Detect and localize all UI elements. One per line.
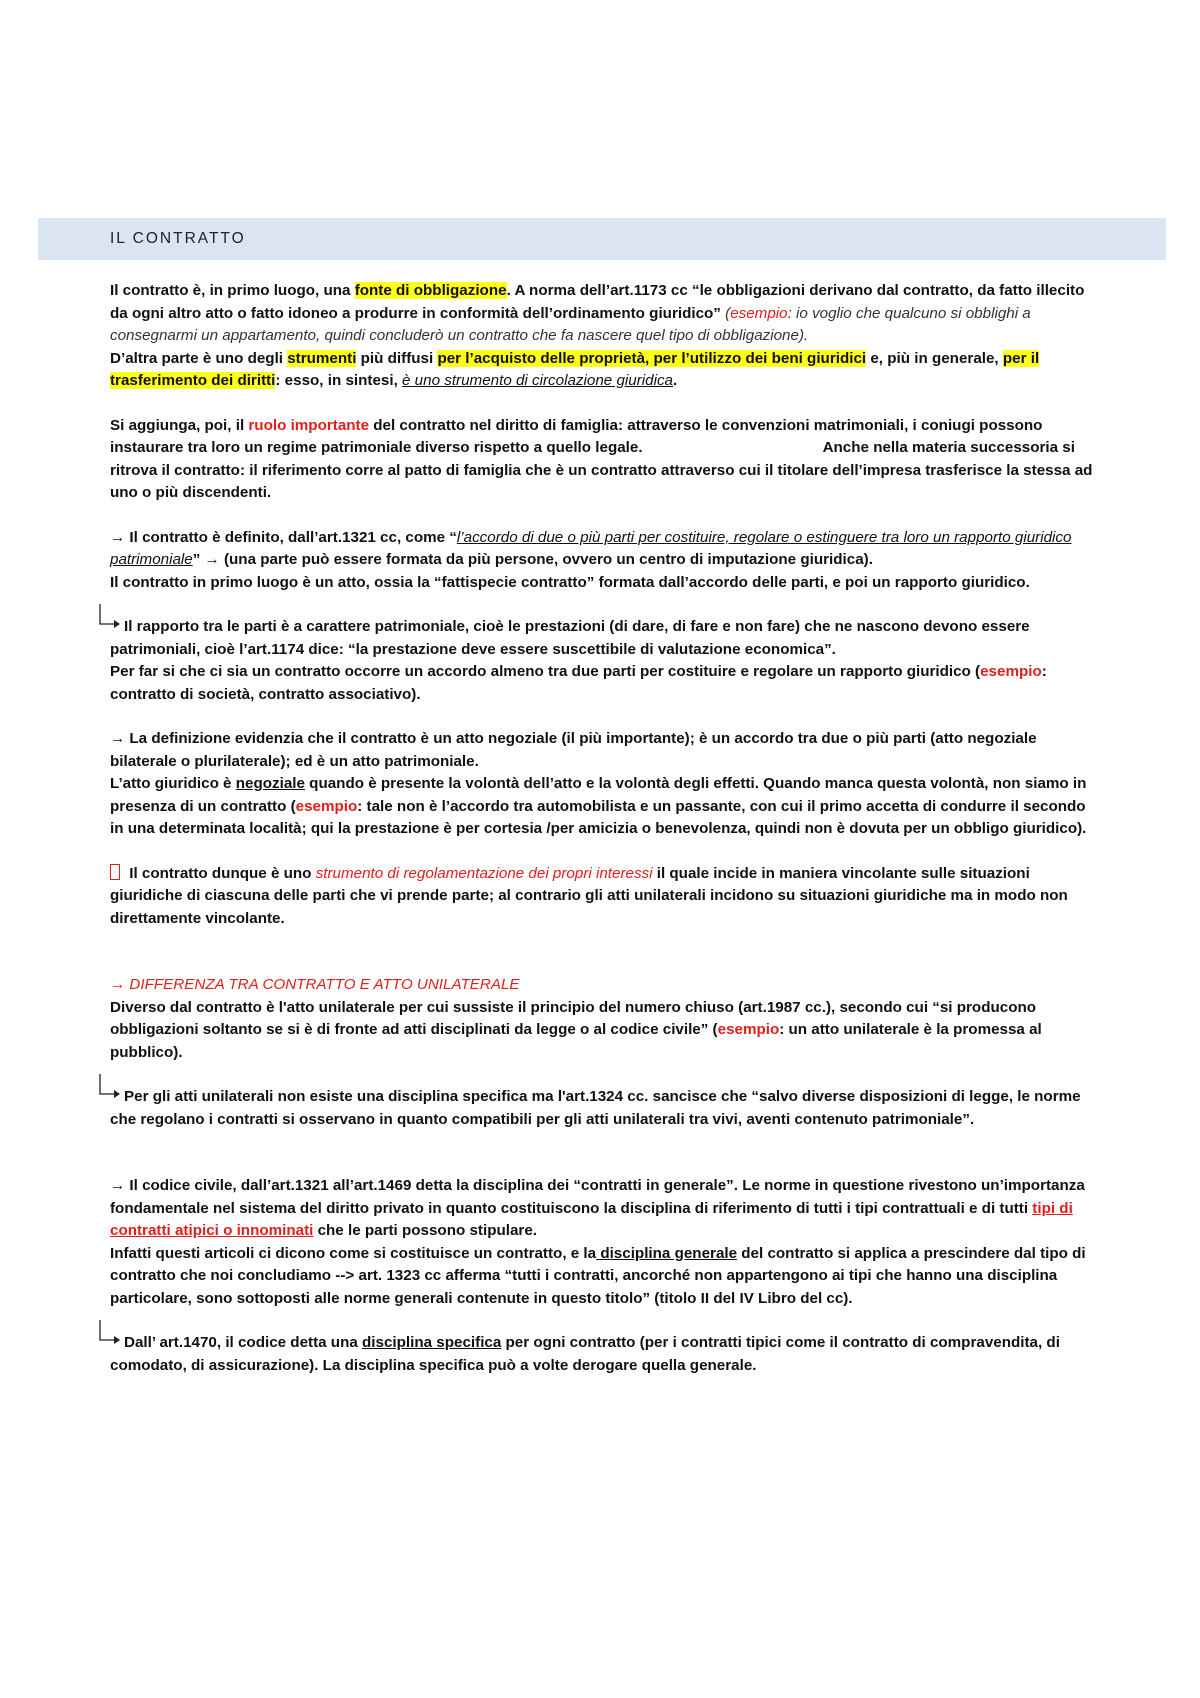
red-ruolo-importante: ruolo importante bbox=[248, 416, 370, 434]
example-label: esempio bbox=[730, 304, 788, 322]
underlined-disciplina-specifica: disciplina specifica bbox=[362, 1334, 502, 1351]
highlight-acquisto: per l’acquisto delle proprietà, per l’utilizzo dei beni giuridici bbox=[437, 349, 867, 367]
paragraph-atto-unilaterale: → DIFFERENZA TRA CONTRATTO E ATTO UNILATERALE Diverso dal contratto è l'atto unilaterale per cui sussiste il principio del numero chiuso (art.1987 cc.), secondo cui “si producono obbligazioni soltanto se si è di fronte ad atti disciplinati da legge o al codice civile” (esempio: un atto unilaterale è la promessa al pubblico). bbox=[110, 976, 1042, 1061]
example-label: esempio bbox=[980, 663, 1042, 680]
arrow-icon: → bbox=[110, 730, 126, 747]
arrow-icon: → bbox=[110, 528, 126, 546]
underlined-disciplina-generale: disciplina generale bbox=[596, 1244, 738, 1262]
highlight-strumenti: strumenti bbox=[287, 349, 357, 367]
elbow-arrow-icon bbox=[98, 1320, 122, 1346]
missing-glyph-icon bbox=[110, 864, 120, 880]
section-title-band bbox=[38, 218, 1166, 260]
red-atipici-innominati: tipi di contratti atipici o innominati bbox=[110, 1199, 1073, 1239]
section-title: IL CONTRATTO bbox=[110, 230, 246, 247]
elbow-arrow-icon bbox=[98, 1074, 122, 1100]
paragraph-disciplina-specifica: Dall’ art.1470, il codice detta una disciplina specifica per ogni contratto (per i contratti tipici come il contratto di compravendita, di comodato, di assicurazione). La disciplina specifica può a volte derogare quella generale. bbox=[110, 1332, 1100, 1377]
paragraph-famiglia: Si aggiunga, poi, il ruolo importante del contratto nel diritto di famiglia: attraverso le convenzioni matrimoniali, i coniugi possono instaurare tra loro un regime patrimoniale diverso rispetto a quello legale. Anche nella materia successoria si ritrova il contratto: il riferimento corre al patto di famiglia che è un contratto attraverso cui il titolare dell’impresa trasferisce la stessa ad uno o più discendenti. bbox=[110, 416, 1093, 501]
underlined-negoziale: negoziale bbox=[235, 775, 305, 792]
subheading-differenza: → DIFFERENZA TRA CONTRATTO E ATTO UNILATERALE bbox=[110, 976, 520, 993]
document-body bbox=[110, 280, 1100, 1377]
paragraph-fonte-obbligazione: Il contratto è, in primo luogo, una fonte di obbligazione. A norma dell’art.1173 cc “le obbligazioni derivano dal contratto, da fatto illecito da ogni altro atto o fatto idoneo a produrre in conformità dell’ordinamento giuridico” (esempio: io voglio che qualcuno si obblighi a consegnarmi un appartamento, quindi concluderò un contratto che fa nascere quel tipo di obbligazione). bbox=[110, 282, 1085, 344]
arrow-icon: → bbox=[110, 1177, 126, 1194]
example-label: esempio bbox=[295, 797, 358, 815]
highlight-fonte: fonte di obbligazione bbox=[354, 282, 507, 299]
underlined-circolazione: è uno strumento di circolazione giuridica bbox=[402, 372, 674, 389]
underlined-definizione: l’accordo di due o più parti per costituire, regolare o estinguere tra loro un rapporto giuridico patrimoniale bbox=[110, 528, 1072, 568]
example-label: esempio bbox=[717, 1021, 780, 1038]
paragraph-contratti-in-generale: → Il codice civile, dall’art.1321 all’art.1469 detta la disciplina dei “contratti in generale”. Le norme in questione rivestono un’importanza fondamentale nel sistema del diritto privato in quanto costituiscono la disciplina di riferimento di tutti i tipi contrattuali e di tutti tipi di contratti atipici o innominati che le parti possono stipulare. Infatti questi articoli ci dicono come si costituisce un contratto, e la disciplina generale del contratto si applica a prescindere dal tipo di contratto che noi concludiamo --> art. 1323 cc afferma “tutti i contratti, ancorché non appartengono ai tipi che hanno una disciplina particolare, sono sottoposti alle norme generali contenute in questo titolo” (titolo II del IV Libro del cc). bbox=[110, 1177, 1086, 1307]
paragraph-rapporto-patrimoniale: Il rapporto tra le parti è a carattere patrimoniale, cioè le prestazioni (di dare, di fare e non fare) che ne nascono devono essere patrimoniali, cioè l’art.1174 dice: “la prestazione deve essere suscettibile di valutazione economica”. Per far si che ci sia un contratto occorre un accordo almeno tra due parti per costituire e regolare un rapporto giuridico (esempio: contratto di società, contratto associativo). bbox=[110, 616, 1100, 706]
highlight-trasferimento: per il trasferimento dei diritti bbox=[110, 349, 1040, 389]
paragraph-disciplina-unilaterali: Per gli atti unilaterali non esiste una disciplina specifica ma l'art.1324 cc. sancisce che “salvo diverse disposizioni di legge, le norme che regolano i contratti si osservano in quanto compatibili per gli atti unilaterali tra vivi, aventi contenuto patrimoniale”. bbox=[110, 1086, 1100, 1131]
paragraph-regolamentazione: Il contratto dunque è uno strumento di regolamentazione dei propri interessi il quale incide in maniera vincolante sulle situazioni giuridiche di ciascuna delle parti che vi prende parte; al contrario gli atti unilaterali incidono su situazioni giuridiche ma in modo non direttamente vincolante. bbox=[110, 864, 1068, 927]
paragraph-definizione: → Il contratto è definito, dall’art.1321 cc, come “l’accordo di due o più parti per costituire, regolare o estinguere tra loro un rapporto giuridico patrimoniale” → (una parte può essere formata da più persone, ovvero un centro di imputazione giuridica). Il contratto in primo luogo è un atto, ossia la “fattispecie contratto” formata dall’accordo delle parti, e poi un rapporto giuridico. bbox=[110, 528, 1072, 591]
paragraph-strumenti: D’altra parte è uno degli strumenti più diffusi per l’acquisto delle proprietà, per l’utilizzo dei beni giuridici e, più in generale, per il trasferimento dei diritti: esso, in sintesi, è uno strumento di circolazione giuridica. bbox=[110, 349, 1040, 389]
elbow-arrow-icon bbox=[98, 604, 122, 630]
red-strumento-regolamentazione: strumento di regolamentazione dei propri interessi bbox=[315, 864, 653, 882]
paragraph-atto-negoziale: → La definizione evidenzia che il contratto è un atto negoziale (il più importante); è un accordo tra due o più parti (atto negoziale bilaterale o plurilaterale); ed è un atto patrimoniale. L’atto giuridico è negoziale quando è presente la volontà dell’atto e la volontà degli effetti. Quando manca questa volontà, non siamo in presenza di un contratto (esempio: tale non è l’accordo tra automobilista e un passante, con cui il primo accetta di condurre il secondo in una determinata località; qui la prestazione è per cortesia /per amicizia o benevolenza, quindi non è dovuta per un obbligo giuridico). bbox=[110, 730, 1087, 837]
